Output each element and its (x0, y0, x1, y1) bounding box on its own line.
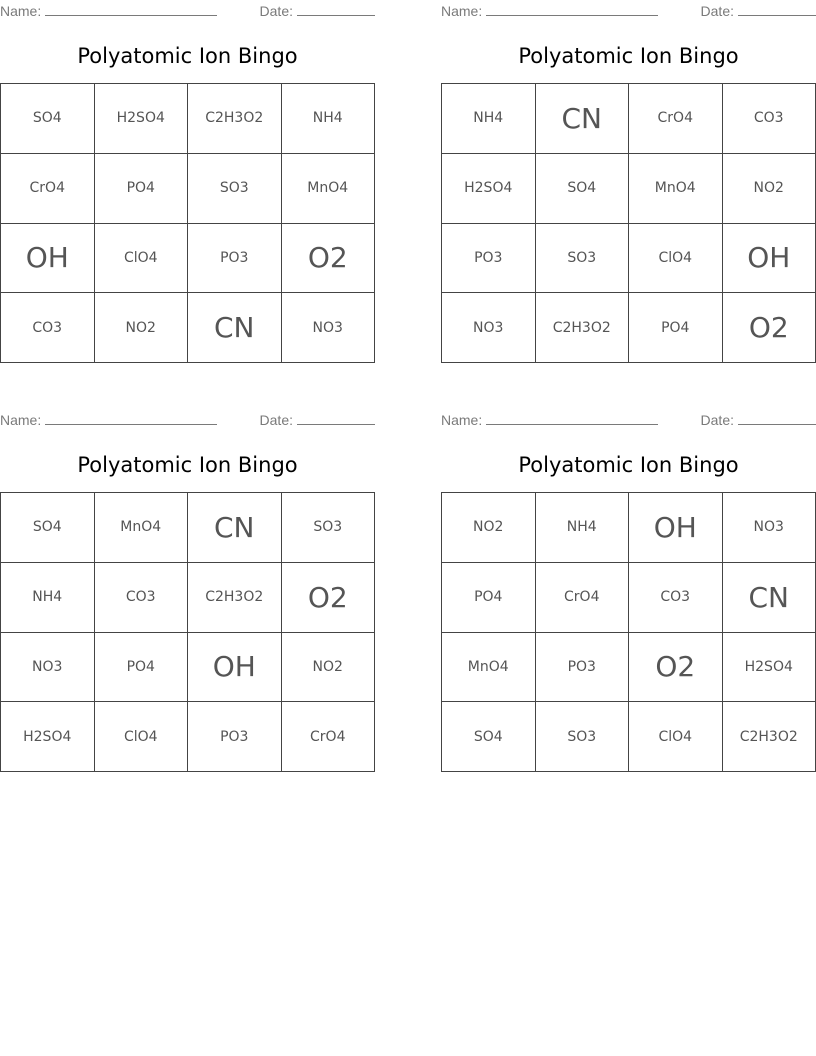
bingo-cell: C2H3O2 (188, 563, 282, 633)
bingo-card-2 (441, 0, 816, 345)
name-blank-line (486, 411, 658, 425)
bingo-card-3 (0, 409, 375, 745)
bingo-cell: H2SO4 (723, 633, 816, 703)
name-label: Name: (441, 3, 483, 19)
date-label: Date: (700, 412, 734, 428)
bingo-cell: OH (723, 224, 816, 294)
bingo-cell: CrO4 (282, 702, 376, 772)
bingo-grid (0, 83, 375, 363)
bingo-cell: CN (188, 293, 282, 363)
bingo-cell: CO3 (723, 84, 816, 154)
name-blank-line (45, 411, 217, 425)
bingo-cell: NO2 (442, 493, 536, 563)
bingo-cell: CrO4 (1, 154, 95, 224)
bingo-cell: CO3 (95, 563, 189, 633)
name-field (441, 2, 658, 20)
date-blank-line (738, 411, 816, 425)
bingo-cell: ClO4 (95, 702, 189, 772)
name-label: Name: (0, 412, 42, 428)
name-blank-line (486, 2, 658, 16)
date-field (260, 2, 375, 20)
bingo-cell: NO3 (282, 293, 376, 363)
bingo-cell: C2H3O2 (723, 702, 816, 772)
bingo-cell: NO2 (282, 633, 376, 703)
bingo-cell: PO3 (188, 224, 282, 294)
date-label: Date: (259, 3, 293, 19)
bingo-cell: CO3 (1, 293, 95, 363)
bingo-cell: MnO4 (95, 493, 189, 563)
bingo-cell: SO4 (1, 84, 95, 154)
bingo-cell: CO3 (629, 563, 723, 633)
bingo-cell: CrO4 (629, 84, 723, 154)
bingo-cell: PO4 (95, 154, 189, 224)
date-field (701, 411, 816, 429)
bingo-cell: NH4 (442, 84, 536, 154)
date-blank-line (297, 2, 375, 16)
bingo-cell: O2 (282, 563, 376, 633)
bingo-cell: NO2 (95, 293, 189, 363)
date-label: Date: (700, 3, 734, 19)
bingo-cell: NO3 (1, 633, 95, 703)
bingo-cell: ClO4 (629, 702, 723, 772)
bingo-cell: MnO4 (282, 154, 376, 224)
bingo-cell: C2H3O2 (536, 293, 630, 363)
card-title: Polyatomic Ion Bingo (518, 453, 739, 477)
bingo-cell: SO3 (536, 702, 630, 772)
bingo-card-4 (441, 409, 816, 745)
date-field (260, 411, 375, 429)
bingo-cell: NH4 (1, 563, 95, 633)
bingo-cell: H2SO4 (442, 154, 536, 224)
bingo-cell: O2 (282, 224, 376, 294)
bingo-cell: NO2 (723, 154, 816, 224)
bingo-cell: C2H3O2 (188, 84, 282, 154)
bingo-cell: MnO4 (629, 154, 723, 224)
name-blank-line (45, 2, 217, 16)
bingo-cell: NO3 (442, 293, 536, 363)
bingo-cell: SO4 (442, 702, 536, 772)
bingo-cell: SO3 (282, 493, 376, 563)
name-label: Name: (0, 3, 42, 19)
name-field (0, 411, 217, 429)
bingo-cell: CN (536, 84, 630, 154)
bingo-cell: CrO4 (536, 563, 630, 633)
bingo-cell: PO4 (629, 293, 723, 363)
date-label: Date: (259, 412, 293, 428)
card-title: Polyatomic Ion Bingo (77, 453, 298, 477)
bingo-cell: PO3 (442, 224, 536, 294)
bingo-cell: PO3 (188, 702, 282, 772)
date-blank-line (738, 2, 816, 16)
bingo-grid (441, 83, 816, 363)
bingo-cell: CN (188, 493, 282, 563)
bingo-cell: CN (723, 563, 816, 633)
name-field (0, 2, 217, 20)
bingo-grid (0, 492, 375, 772)
card-title: Polyatomic Ion Bingo (77, 44, 298, 68)
bingo-cell: O2 (629, 633, 723, 703)
bingo-cell: SO4 (536, 154, 630, 224)
bingo-cell: OH (629, 493, 723, 563)
bingo-cell: OH (1, 224, 95, 294)
name-label: Name: (441, 412, 483, 428)
bingo-cell: H2SO4 (1, 702, 95, 772)
bingo-cell: PO4 (442, 563, 536, 633)
bingo-cell: PO3 (536, 633, 630, 703)
bingo-cell: ClO4 (95, 224, 189, 294)
bingo-cell: H2SO4 (95, 84, 189, 154)
bingo-cell: ClO4 (629, 224, 723, 294)
bingo-cell: NO3 (723, 493, 816, 563)
bingo-cell: O2 (723, 293, 816, 363)
bingo-cell: PO4 (95, 633, 189, 703)
bingo-cell: SO3 (188, 154, 282, 224)
card-title: Polyatomic Ion Bingo (518, 44, 739, 68)
name-field (441, 411, 658, 429)
date-blank-line (297, 411, 375, 425)
bingo-cell: OH (188, 633, 282, 703)
bingo-card-1 (0, 0, 375, 345)
bingo-cell: NH4 (282, 84, 376, 154)
bingo-grid (441, 492, 816, 772)
bingo-cell: SO4 (1, 493, 95, 563)
bingo-cell: MnO4 (442, 633, 536, 703)
bingo-cell: SO3 (536, 224, 630, 294)
date-field (701, 2, 816, 20)
bingo-cell: NH4 (536, 493, 630, 563)
